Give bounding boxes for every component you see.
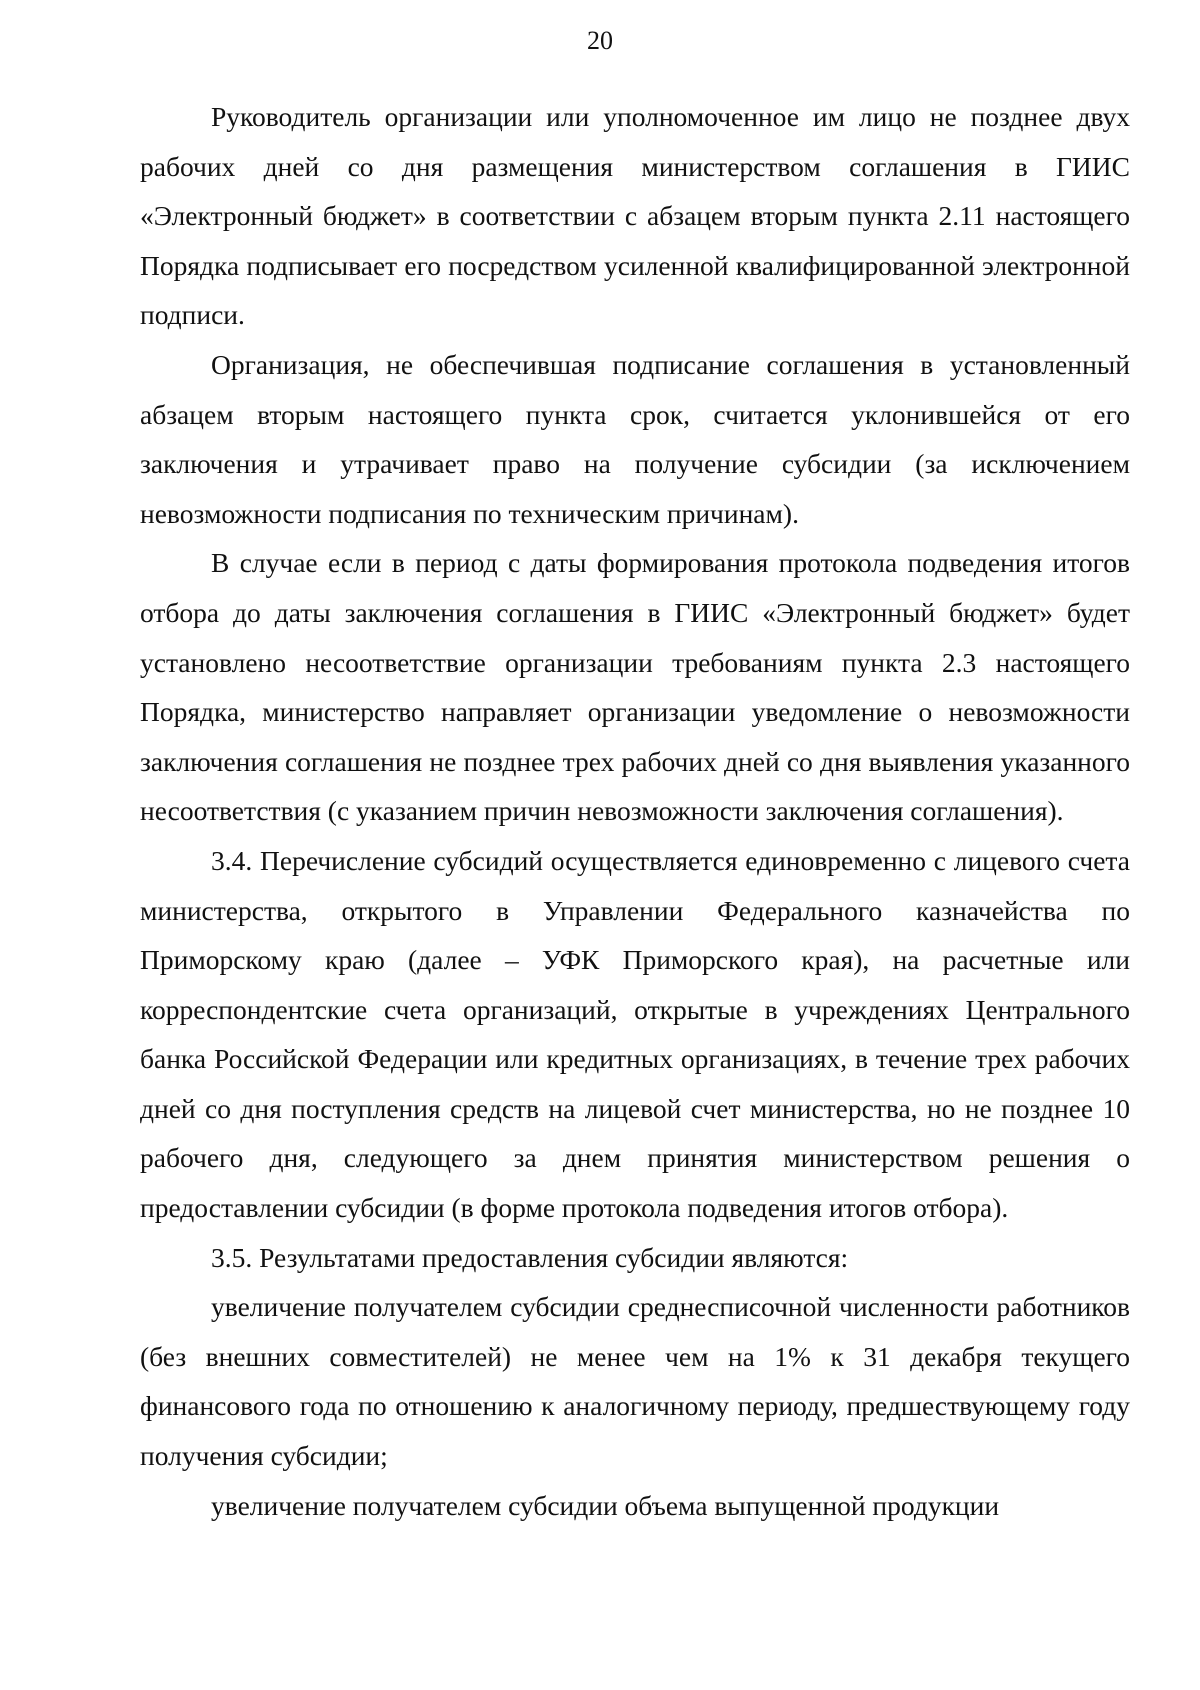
paragraph-3-4-transfer: 3.4. Перечисление субсидий осуществляется единовременно с лицевого счета министерства, открытого в Управлении Федерального казначейства по Приморскому краю (далее – УФК Приморского края), на расчетные или корреспондентские счета организаций, открытые в учреждениях Центрального банка Российской Федерации или кредитных организациях, в течение трех рабочих дней со дня поступления средств на лицевой счет министерства, но не позднее 10 рабочего дня, следующего за днем принятия министерством решения о предоставлении субсидии (в форме протокола подведения итогов отбора). bbox=[140, 844, 1130, 1224]
page-number: 20 bbox=[587, 26, 613, 55]
paragraph-noncompliance: В случае если в период с даты формирования протокола подведения итогов отбора до даты заключения соглашения в ГИИС «Электронный бюджет» будет установлено несоответствие организации требованиям пункта 2.3 настоящего Порядка, министерство направляет организации уведомление о невозможности заключения соглашения не позднее трех рабочих дней со дня выявления указанного несоответствия (с указанием причин невозможности заключения соглашения). bbox=[140, 547, 1130, 827]
paragraph-evasion: Организация, не обеспечившая подписание соглашения в установленный абзацем вторым настоящего пункта срок, считается уклонившейся от его заключения и утрачивает право на получение субсидии (за исключением невозможности подписания по техническим причинам). bbox=[140, 348, 1130, 529]
document-body bbox=[140, 92, 1130, 1530]
paragraph-result-headcount: увеличение получателем субсидии среднесписочной численности работников (без внешних совместителей) не менее чем на 1% к 31 декабря текущего финансового года по отношению к аналогичному периоду, предшествующему году получения субсидии; bbox=[140, 1291, 1130, 1472]
paragraph-3-5-results: 3.5. Результатами предоставления субсидии являются: bbox=[211, 1241, 849, 1273]
paragraph-signing: Руководитель организации или уполномоченное им лицо не позднее двух рабочих дней со дня размещения министерством соглашения в ГИИС «Электронный бюджет» в соответствии с абзацем вторым пункта 2.11 настоящего Порядка подписывает его посредством усиленной квалифицированной электронной подписи. bbox=[140, 101, 1130, 331]
paragraph-result-output: увеличение получателем субсидии объема выпущенной продукции bbox=[211, 1489, 1000, 1521]
